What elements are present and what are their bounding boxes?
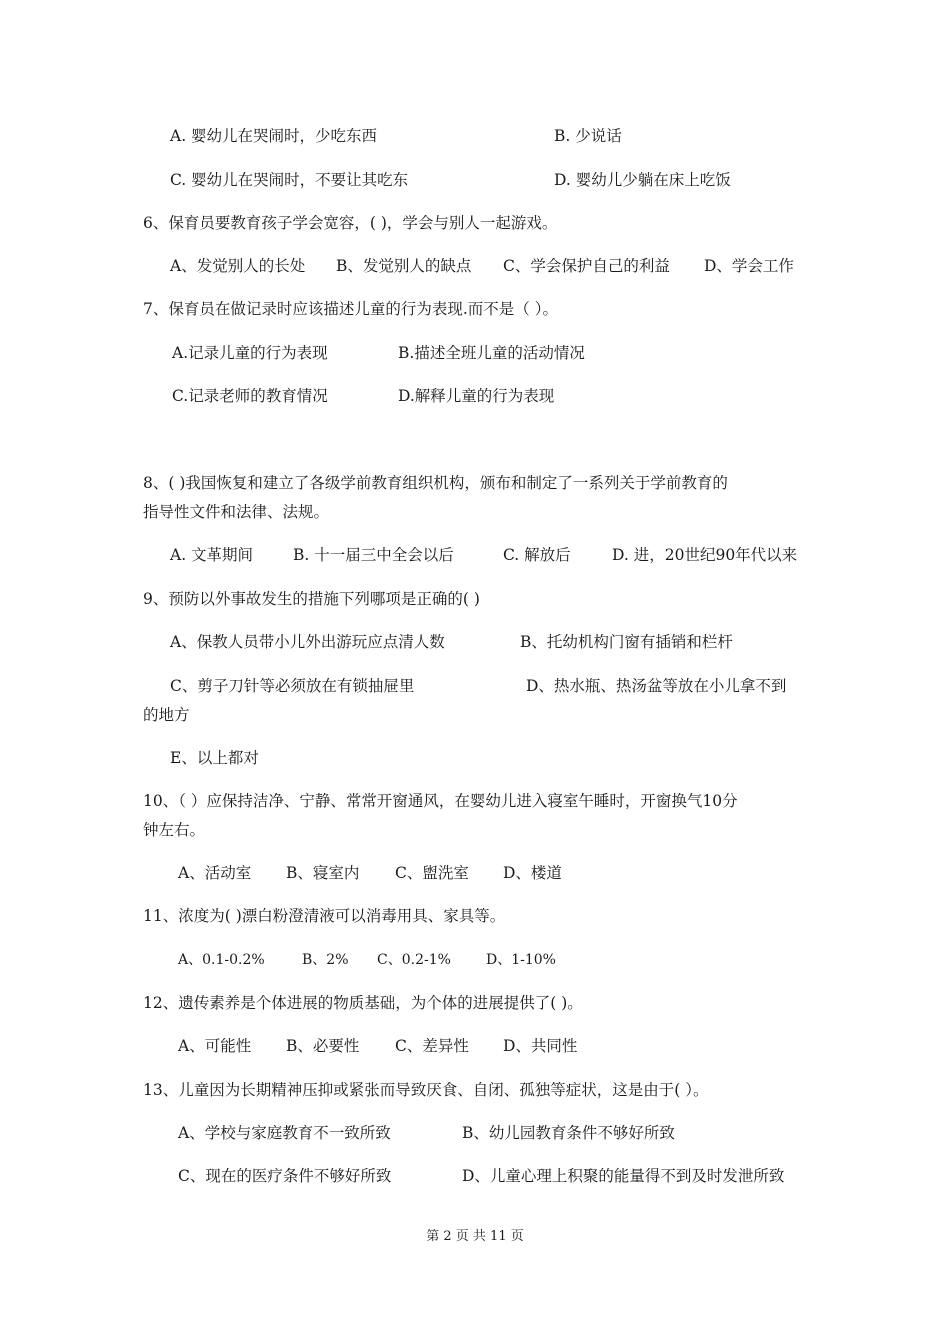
q9-option-c: C、剪子刀针等必须放在有锁抽屉里: [170, 677, 415, 695]
q5-option-c: C. 婴幼儿在哭闹时，不要让其吃东: [170, 171, 409, 189]
question-8-stem-line2: 指导性文件和法律、法规。: [143, 503, 330, 521]
question-12-stem: 12、遗传素养是个体进展的物质基础，为个体的进展提供了( )。: [143, 994, 583, 1012]
q10-option-d: D、楼道: [503, 864, 562, 882]
q5-option-b: B. 少说话: [554, 127, 622, 145]
q7-option-c: C.记录老师的教育情况: [172, 387, 328, 405]
q8-option-b: B. 十一届三中全会以后: [293, 546, 454, 564]
q12-option-a: A、可能性: [178, 1037, 252, 1055]
q10-option-a: A、活动室: [178, 864, 252, 882]
q10-option-c: C、盥洗室: [395, 864, 469, 882]
q8-option-c: C. 解放后: [503, 546, 571, 564]
q12-option-b: B、必要性: [286, 1037, 360, 1055]
q8-option-d: D. 进，20世纪90年代以来: [612, 546, 798, 564]
question-10-stem-line1: 10、（ ）应保持洁净、宁静、常常开窗通风，在婴幼儿进入寝室午睡时，开窗换气10分: [143, 792, 738, 810]
q7-option-d: D.解释儿童的行为表现: [398, 387, 555, 405]
q13-option-a: A、学校与家庭教育不一致所致: [178, 1124, 391, 1142]
q8-option-a: A. 文革期间: [170, 546, 254, 564]
q9-option-d-continued: 的地方: [143, 706, 190, 724]
q9-option-b: B、托幼机构门窗有插销和栏杆: [520, 633, 733, 651]
question-8-stem-line1: 8、( )我国恢复和建立了各级学前教育组织机构，颁布和制定了一系列关于学前教育的: [143, 474, 728, 492]
q11-option-b: B、2%: [302, 952, 349, 968]
q6-option-a: A、发觉别人的长处: [170, 257, 306, 275]
question-7-stem: 7、保育员在做记录时应该描述儿童的行为表现.而不是（ ）。: [143, 300, 558, 318]
q5-option-d: D. 婴幼儿少躺在床上吃饭: [554, 171, 731, 189]
q12-option-c: C、差异性: [395, 1037, 469, 1055]
q5-option-a: A. 婴幼儿在哭闹时，少吃东西: [170, 127, 378, 145]
question-13-stem: 13、儿童因为长期精神压抑或紧张而导致厌食、自闭、孤独等症状，这是由于( ）。: [143, 1081, 709, 1099]
q6-option-c: C、学会保护自己的利益: [503, 257, 670, 275]
q6-option-b: B、发觉别人的缺点: [336, 257, 472, 275]
page-number-footer: 第 2 页 共 11 页: [426, 1229, 524, 1244]
q10-option-b: B、寝室内: [286, 864, 360, 882]
q11-option-d: D、1-10%: [486, 952, 556, 968]
q11-option-c: C、0.2-1%: [377, 952, 451, 968]
q12-option-d: D、共同性: [503, 1037, 578, 1055]
q9-option-a: A、保教人员带小儿外出游玩应点清人数: [170, 633, 445, 651]
q7-option-a: A.记录儿童的行为表现: [172, 344, 328, 362]
question-10-stem-line2: 钟左右。: [143, 821, 206, 839]
q6-option-d: D、学会工作: [704, 257, 794, 275]
q11-option-a: A、0.1-0.2%: [178, 952, 265, 968]
question-6-stem: 6、保育员要教育孩子学会宽容，( )，学会与别人一起游戏。: [143, 214, 558, 232]
question-11-stem: 11、浓度为( )漂白粉澄清液可以消毒用具、家具等。: [143, 907, 506, 925]
q13-option-d: D、儿童心理上积聚的能量得不到及时发泄所致: [462, 1167, 785, 1185]
question-9-stem: 9、预防以外事故发生的措施下列哪项是正确的( ): [143, 590, 480, 608]
q9-option-d: D、热水瓶、热汤盆等放在小儿拿不到: [526, 677, 787, 695]
q13-option-b: B、幼儿园教育条件不够好所致: [462, 1124, 675, 1142]
q7-option-b: B.描述全班儿童的活动情况: [398, 344, 585, 362]
q13-option-c: C、现在的医疗条件不够好所致: [178, 1167, 392, 1185]
q9-option-e: E、以上都对: [170, 749, 259, 767]
